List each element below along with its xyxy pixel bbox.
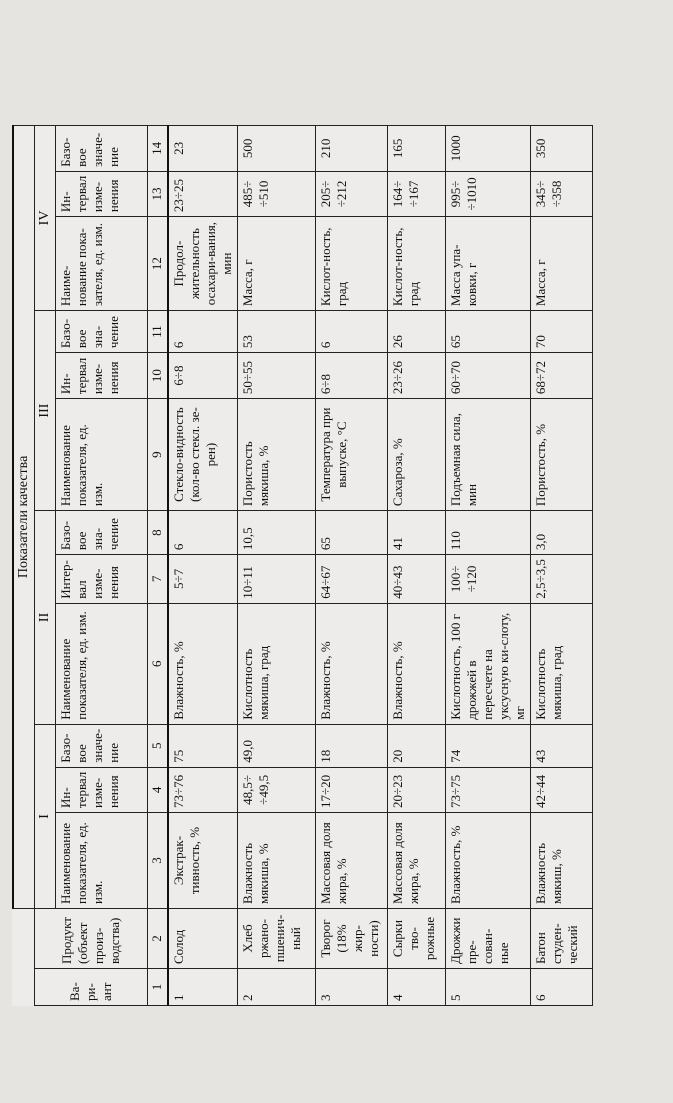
col-num: 3: [148, 813, 168, 909]
group-iv-header: IV: [35, 125, 56, 310]
ii-interval-cell: 10÷11: [237, 555, 315, 604]
iii-interval-cell: 23÷26: [387, 353, 445, 399]
i-base-cell: 49,0: [237, 724, 315, 767]
i-interval-cell: 73÷75: [445, 767, 530, 812]
table-row: [315, 125, 387, 1005]
i-name-cell: Экстрак-тивность, %: [168, 813, 238, 909]
col-num: 10: [148, 353, 168, 399]
iii-name-cell: Пористость, %: [530, 399, 592, 511]
i-base-header: Базо-вое значе-ние: [56, 724, 148, 767]
variant-cell: 4: [387, 969, 445, 1006]
iv-base-cell: 23: [168, 125, 238, 171]
i-base-cell: 18: [315, 724, 387, 767]
i-interval-cell: 20÷23: [387, 767, 445, 812]
ii-base-cell: 41: [387, 511, 445, 555]
col-num: 5: [148, 724, 168, 767]
variant-cell: 3: [315, 969, 387, 1006]
group-ii-header: II: [35, 511, 56, 725]
col-num: 6: [148, 603, 168, 724]
ii-name-cell: Кислотность, 100 г дрожжей в пересчете на уксусную ки-слоту, мг: [445, 603, 530, 724]
blank-corner-1: [13, 969, 35, 1006]
iii-interval-cell: 6÷8: [168, 353, 238, 399]
ii-interval-cell: 100÷ ÷120: [445, 555, 530, 604]
iii-name-cell: Стекло-видность (кол-во стекл. зе-рен): [168, 399, 238, 511]
iii-name-cell: Пористость мякиша, %: [237, 399, 315, 511]
ii-interval-cell: 64÷67: [315, 555, 387, 604]
table-title: Показатели качества: [13, 125, 35, 908]
product-cell: Батон студен-ческий: [530, 909, 592, 969]
iii-interval-cell: 68÷72: [530, 353, 592, 399]
ii-base-cell: 110: [445, 511, 530, 555]
col-num: 9: [148, 399, 168, 511]
variant-header: Ва-ри-ант: [35, 969, 148, 1006]
ii-base-header: Базо-вое зна-чение: [56, 511, 148, 555]
col-num: 1: [148, 969, 168, 1006]
product-cell: Дрожжи пре-сован-ные: [445, 909, 530, 969]
table-row: [237, 125, 315, 1005]
ii-base-cell: 65: [315, 511, 387, 555]
iv-interval-cell: 345÷ ÷358: [530, 171, 592, 216]
iv-name-cell: Продол-жительность осахари-вания, мин: [168, 217, 238, 311]
quality-indicators-table: [12, 125, 593, 1006]
i-interval-cell: 48,5÷ ÷49,5: [237, 767, 315, 812]
i-name-header: Наименование показателя, ед. изм.: [56, 813, 148, 909]
ii-interval-cell: 40÷43: [387, 555, 445, 604]
i-interval-cell: 17÷20: [315, 767, 387, 812]
variant-cell: 5: [445, 969, 530, 1006]
ii-name-cell: Кислотность мякиша, град: [530, 603, 592, 724]
i-base-cell: 75: [168, 724, 238, 767]
i-name-cell: Массовая доля жира, %: [387, 813, 445, 909]
col-num: 13: [148, 171, 168, 216]
ii-base-cell: 6: [168, 511, 238, 555]
ii-interval-cell: 2,5÷3,5: [530, 555, 592, 604]
product-header: Продукт (объект произ-водства): [35, 909, 148, 969]
product-cell: Солод: [168, 909, 238, 969]
iii-interval-cell: 6÷8: [315, 353, 387, 399]
iii-name-cell: Температура при выпуске, °С: [315, 399, 387, 511]
variant-cell: 6: [530, 969, 592, 1006]
i-name-cell: Влажность мякиш, %: [530, 813, 592, 909]
iii-interval-cell: 60÷70: [445, 353, 530, 399]
iii-base-cell: 26: [387, 311, 445, 353]
iii-base-cell: 65: [445, 311, 530, 353]
col-num: 11: [148, 311, 168, 353]
iii-base-cell: 6: [315, 311, 387, 353]
table-row: [168, 125, 238, 1005]
i-interval-cell: 73÷76: [168, 767, 238, 812]
iii-base-cell: 70: [530, 311, 592, 353]
iii-name-header: Наименование показателя, ед. изм.: [56, 399, 148, 511]
ii-name-cell: Влажность, %: [168, 603, 238, 724]
i-interval-cell: 42÷44: [530, 767, 592, 812]
ii-name-cell: Кислотность мякиша, град: [237, 603, 315, 724]
i-name-cell: Влажность, %: [445, 813, 530, 909]
iii-interval-cell: 50÷55: [237, 353, 315, 399]
col-num: 2: [148, 909, 168, 969]
col-num: 4: [148, 767, 168, 812]
iii-base-cell: 6: [168, 311, 238, 353]
ii-name-cell: Влажность, %: [387, 603, 445, 724]
table-row: [387, 125, 445, 1005]
iv-interval-cell: 205÷ ÷212: [315, 171, 387, 216]
blank-corner-2: [13, 909, 35, 969]
group-i-header: I: [35, 724, 56, 908]
ii-interval-header: Интер-вал изме-нения: [56, 555, 148, 604]
product-cell: Хлеб ржано-пшенич-ный: [237, 909, 315, 969]
iii-base-header: Базо-вое зна-чение: [56, 311, 148, 353]
col-num: 8: [148, 511, 168, 555]
iv-base-cell: 500: [237, 125, 315, 171]
product-cell: Творог (18% жир-ности): [315, 909, 387, 969]
iv-name-cell: Масса, г: [530, 217, 592, 311]
iv-base-cell: 350: [530, 125, 592, 171]
table-row: [445, 125, 530, 1005]
col-num: 12: [148, 217, 168, 311]
iv-interval-cell: 995÷ ÷1010: [445, 171, 530, 216]
iv-base-cell: 210: [315, 125, 387, 171]
product-cell: Сырки тво-рожные: [387, 909, 445, 969]
i-base-cell: 74: [445, 724, 530, 767]
iv-interval-cell: 164÷ ÷167: [387, 171, 445, 216]
ii-base-cell: 3,0: [530, 511, 592, 555]
table-row: [530, 125, 592, 1005]
i-interval-header: Ин-тервал изме-нения: [56, 767, 148, 812]
iv-base-header: Базо-вое значе-ние: [56, 125, 148, 171]
iv-name-cell: Кислот-ность, град: [387, 217, 445, 311]
iv-name-cell: Масса упа-ковки, г: [445, 217, 530, 311]
col-num: 14: [148, 125, 168, 171]
variant-cell: 2: [237, 969, 315, 1006]
col-num: 7: [148, 555, 168, 604]
iii-interval-header: Ин-тервал изме-нения: [56, 353, 148, 399]
i-base-cell: 20: [387, 724, 445, 767]
i-base-cell: 43: [530, 724, 592, 767]
iii-name-cell: Подъемная сила, мин: [445, 399, 530, 511]
iv-name-header: Наиме-нование пока-зателя, ед. изм.: [56, 217, 148, 311]
i-name-cell: Влажность мякиша, %: [237, 813, 315, 909]
iv-interval-cell: 485÷ ÷510: [237, 171, 315, 216]
iv-base-cell: 1000: [445, 125, 530, 171]
ii-interval-cell: 5÷7: [168, 555, 238, 604]
variant-cell: 1: [168, 969, 238, 1006]
iv-name-cell: Кислот-ность, град: [315, 217, 387, 311]
group-iii-header: III: [35, 311, 56, 511]
iii-name-cell: Сахароза, %: [387, 399, 445, 511]
ii-base-cell: 10,5: [237, 511, 315, 555]
iv-interval-header: Ин-тервал изме-нения: [56, 171, 148, 216]
iii-base-cell: 53: [237, 311, 315, 353]
i-name-cell: Массовая доля жира, %: [315, 813, 387, 909]
iv-name-cell: Масса, г: [237, 217, 315, 311]
iv-base-cell: 165: [387, 125, 445, 171]
iv-interval-cell: 23÷25: [168, 171, 238, 216]
ii-name-header: Наименование показателя, ед. изм.: [56, 603, 148, 724]
ii-name-cell: Влажность, %: [315, 603, 387, 724]
